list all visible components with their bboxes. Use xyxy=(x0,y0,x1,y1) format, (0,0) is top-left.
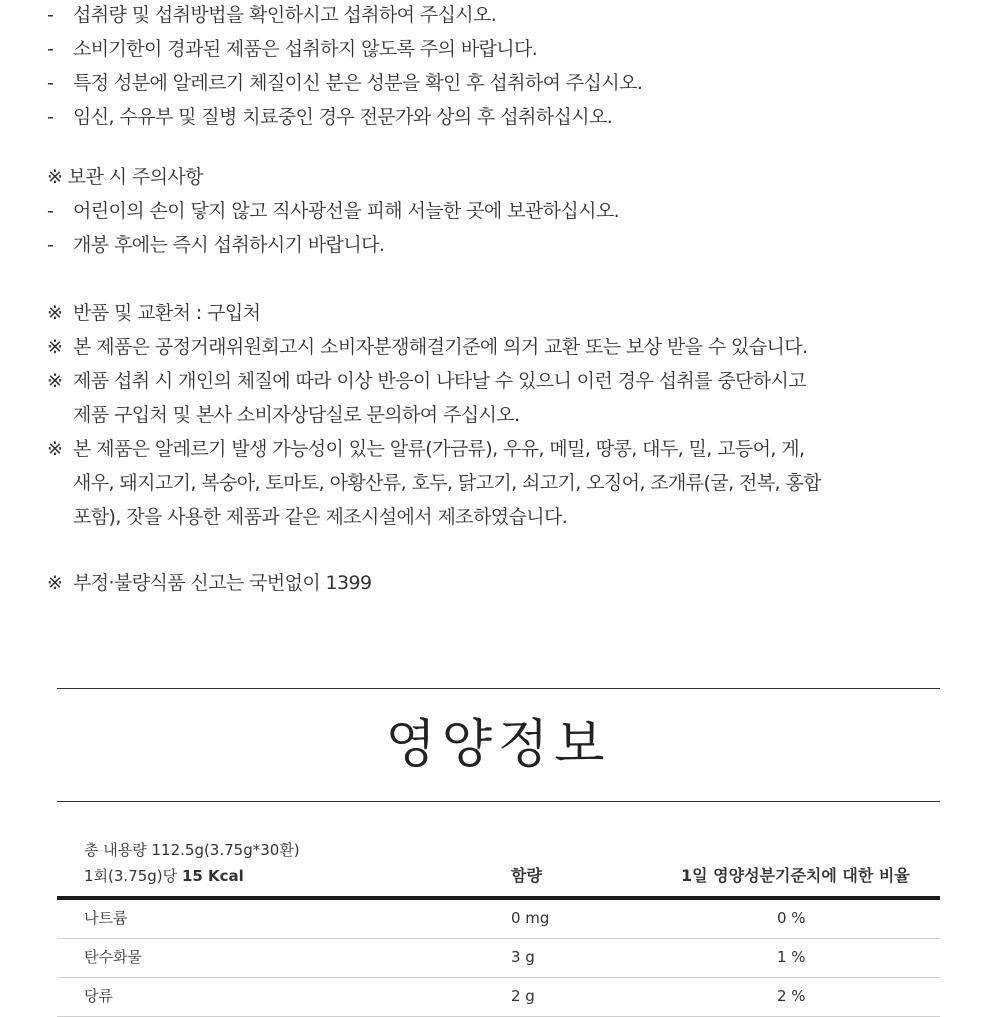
storage-heading: ※ 보관 시 주의사항 xyxy=(47,166,203,188)
notice-report: ※ 부정·불량식품 신고는 국번없이 1399 xyxy=(47,572,372,594)
notice-allergy-cont: 새우, 돼지고기, 복숭아, 토마토, 아황산류, 호두, 닭고기, 쇠고기, 오징어, 조개류(굴, 전복, 홍합 xyxy=(73,472,821,494)
column-header-ratio: 1일 영양성분기준치에 대한 비율 xyxy=(681,866,910,885)
serving-kcal: 15 Kcal xyxy=(181,867,244,885)
note-text: 섭취량 및 섭취방법을 확인하시고 섭취하여 주십시오. xyxy=(73,4,497,26)
note-text: 어린이의 손이 닿지 않고 직사광선을 피해 서늘한 곳에 보관하십시오. xyxy=(73,200,620,222)
list-item: - 소비기한이 경과된 제품은 섭취하지 않도록 주의 바랍니다. xyxy=(47,38,538,60)
table-row xyxy=(57,939,940,978)
nutrient-name: 나트륨 xyxy=(84,909,128,927)
table-row xyxy=(57,978,940,1017)
nutrition-title: 영양정보 xyxy=(385,715,611,775)
notice-allergy-cont: 포함), 잣을 사용한 제품과 같은 제조시설에서 제조하였습니다. xyxy=(73,506,568,528)
notice-exchange: ※ 반품 및 교환처 : 구입처 xyxy=(47,302,261,324)
nutrient-name: 탄수화물 xyxy=(84,948,142,966)
divider xyxy=(57,688,940,689)
nutrient-amount: 2 g xyxy=(511,987,535,1005)
notice-allergy: ※ 본 제품은 알레르기 발생 가능성이 있는 알류(가금류), 우유, 메밀, 땅콩, 대두, 밀, 고등어, 게, xyxy=(47,438,805,460)
nutrient-name: 당류 xyxy=(84,987,113,1005)
list-item: - 임신, 수유부 및 질병 치료중인 경우 전문가와 상의 후 섭취하십시오. xyxy=(47,106,613,128)
note-text: 개봉 후에는 즉시 섭취하시기 바랍니다. xyxy=(73,234,385,256)
notice-compensation: ※ 본 제품은 공정거래위원회고시 소비자분쟁해결기준에 의거 교환 또는 보상 받을 수 있습니다. xyxy=(47,336,808,358)
nutrient-ratio: 1 % xyxy=(777,948,806,966)
list-item: - 어린이의 손이 닿지 않고 직사광선을 피해 서늘한 곳에 보관하십시오. xyxy=(47,200,620,222)
column-header-amount: 함량 xyxy=(511,866,542,885)
notice-reaction: ※ 제품 섭취 시 개인의 체질에 따라 이상 반응이 나타날 수 있으니 이런 경우 섭취를 중단하시고 xyxy=(47,370,807,392)
nutrient-amount: 3 g xyxy=(511,948,535,966)
note-text: 소비기한이 경과된 제품은 섭취하지 않도록 주의 바랍니다. xyxy=(73,38,538,60)
serving-info: 1회(3.75g)당 15 Kcal xyxy=(84,867,244,885)
nutrient-ratio: 2 % xyxy=(777,987,806,1005)
total-content: 총 내용량 112.5g(3.75g*30환) xyxy=(84,841,300,859)
note-text: 특정 성분에 알레르기 체질이신 분은 성분을 확인 후 섭취하여 주십시오. xyxy=(73,72,643,94)
list-item: - 특정 성분에 알레르기 체질이신 분은 성분을 확인 후 섭취하여 주십시오. xyxy=(47,72,643,94)
table-row xyxy=(57,900,940,939)
list-item: - 개봉 후에는 즉시 섭취하시기 바랍니다. xyxy=(47,234,385,256)
nutrient-amount: 0 mg xyxy=(511,909,550,927)
list-item: - 섭취량 및 섭취방법을 확인하시고 섭취하여 주십시오. xyxy=(47,4,497,26)
divider xyxy=(57,801,940,802)
note-text: 임신, 수유부 및 질병 치료중인 경우 전문가와 상의 후 섭취하십시오. xyxy=(73,106,613,128)
notice-reaction-cont: 제품 구입처 및 본사 소비자상담실로 문의하여 주십시오. xyxy=(73,404,520,426)
nutrient-ratio: 0 % xyxy=(777,909,806,927)
